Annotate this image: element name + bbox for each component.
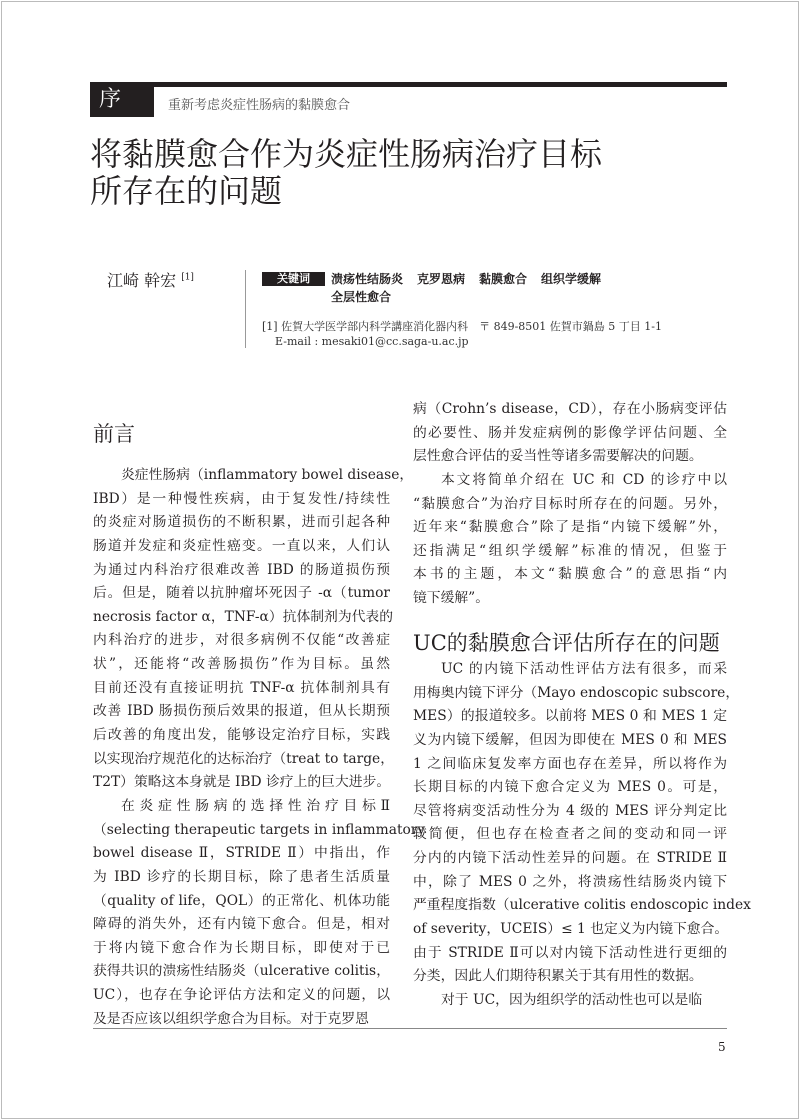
- text-line: 为通过内科治疗很难改善 IBD 的肠道损伤预: [93, 561, 390, 578]
- text-line: UC 的内镜下活动性评估方法有很多，而采: [441, 661, 727, 677]
- text-line: 病（Crohn’s disease，CD），存在小肠病变评估: [413, 401, 727, 417]
- text-line: 为 IBD 诊疗的长期目标，除了患者生活质量: [93, 868, 390, 885]
- text-line: 用梅奥内镜下评分（Mayo endoscopic subscore，: [413, 684, 740, 701]
- text-line: 尽管将病变活动性分为 4 级的 MES 评分判定比: [413, 802, 727, 819]
- footer-rule: [93, 1028, 727, 1029]
- text-line: 以实现治疗规范化的达标治疗（treat to targe，: [93, 750, 395, 767]
- text-line: 对于 UC，因为组织学的活动性也可以是临: [441, 991, 703, 1008]
- text-line: 肠道并发症和炎症性癌变。一直以来，人们认: [93, 537, 390, 554]
- text-line: 的炎症对肠道损伤的不断积累，进而引起各种: [93, 514, 390, 531]
- keyword: 全层性愈合: [331, 290, 392, 304]
- affiliation: [262, 319, 662, 349]
- text-line: 后改善的角度出发，能够设定治疗目标，实践: [93, 727, 390, 744]
- text-line: 镜下缓解”。: [413, 590, 490, 607]
- section-mark: 序: [90, 82, 154, 117]
- keywords-list: [331, 270, 721, 306]
- author-name: 江崎 幹宏: [107, 271, 177, 290]
- text-line: 近年来“黏膜愈合”除了是指“内镜下缓解”外，: [413, 519, 727, 536]
- right-column-bottom: [413, 658, 751, 1013]
- keyword: 溃疡性结肠炎: [331, 272, 404, 286]
- article-title: [90, 136, 602, 210]
- text-line: bowel disease Ⅱ，STRIDE Ⅱ）中指出，作: [93, 845, 390, 862]
- text-line: 在炎症性肠病的选择性治疗目标Ⅱ: [121, 797, 390, 814]
- text-line: 1 之间临床复发率方面也存在差异，所以将作为: [413, 755, 727, 772]
- text-line: （selecting therapeutic targets in inflammatory: [93, 821, 426, 838]
- text-line: 获得共识的溃疡性结肠炎（ulcerative colitis，: [93, 963, 390, 980]
- text-line: 目前还没有直接证明抗 TNF-α 抗体制剂具有: [93, 679, 390, 696]
- left-column: [93, 464, 426, 1031]
- text-line: 障碍的消失外，还有内镜下愈合。但是，相对: [93, 916, 390, 933]
- text-line: 中，除了 MES 0 之外，将溃疡性结肠炎内镜下: [413, 873, 727, 890]
- text-line: 内科治疗的进步，对很多病例不仅能“改善症: [93, 632, 390, 649]
- text-line: 本文将简单介绍在 UC 和 CD 的诊疗中以: [441, 471, 727, 488]
- text-line: MES）的报道较多。以前将 MES 0 和 MES 1 定: [413, 708, 727, 725]
- text-line: 义为内镜下缓解，但因为即使在 MES 0 和 MES: [413, 731, 727, 748]
- text-line: 本书的主题，本文“黏膜愈合”的意思指“内: [413, 566, 727, 583]
- text-line: 的必要性、肠并发症病例的影像学评估问题、全: [413, 424, 727, 441]
- text-line: 及是否应该以组织学愈合为目标。对于克罗恩: [93, 1010, 369, 1027]
- affiliation-email: E-mail : mesaki01@cc.saga-u.ac.jp: [275, 335, 469, 348]
- text-line: 后。但是，随着以抗肿瘤坏死因子 -α（tumor: [93, 585, 390, 602]
- text-line: 改善 IBD 肠损伤预后效果的报道，但从长期预: [93, 703, 390, 720]
- affiliation-address: [1] 佐賀大学医学部内科学講座消化器内科 〒 849-8501 佐賀市鍋島 5 丁目 1-1: [262, 320, 662, 333]
- section-heading-intro: 前言: [93, 422, 135, 446]
- text-line: T2T）策略这本身就是 IBD 诊疗上的巨大进步。: [93, 774, 391, 791]
- text-line: of severity，UCEIS）≤ 1 也定义为内镜下愈合。: [413, 921, 729, 938]
- text-line: 于将内镜下愈合作为长期目标，即使对于已: [93, 939, 390, 956]
- section-heading-uc: UC的黏膜愈合评估所存在的问题: [413, 631, 720, 655]
- keywords-label: 关键词: [262, 272, 325, 286]
- author-ref: [1]: [181, 272, 194, 283]
- text-line: IBD）是一种慢性疾病，由于复发性/持续性: [93, 490, 390, 507]
- text-line: 分内的内镜下活动性差异的问题。在 STRIDE Ⅱ: [413, 850, 727, 867]
- author: [107, 268, 194, 291]
- running-subtitle: 重新考虑炎症性肠病的黏膜愈合: [168, 98, 351, 113]
- page-number: 5: [718, 1040, 726, 1054]
- text-line: 较简便，但也存在检查者之间的变动和同一评: [413, 826, 727, 843]
- keyword: 黏膜愈合: [479, 272, 528, 286]
- text-line: “黏膜愈合”为治疗目标时所存在的问题。另外，: [413, 495, 727, 512]
- text-line: 层性愈合评估的妥当性等诸多需要解决的问题。: [413, 448, 703, 465]
- text-line: （quality of life，QOL）的正常化、机体功能: [93, 892, 390, 909]
- text-line: 状”，还能将“改善肠损伤”作为目标。虽然: [93, 656, 390, 673]
- right-column-top: [413, 398, 727, 611]
- text-line: 长期目标的内镜下愈合定义为 MES 0。可是，: [413, 779, 727, 796]
- text-line: 分类，因此人们期待积累关于其有用性的数据。: [413, 968, 703, 985]
- text-line: 还指满足“组织学缓解”标准的情况，但鉴于: [413, 542, 727, 559]
- keyword: 克罗恩病: [417, 272, 466, 286]
- title-line: 将黏膜愈合作为炎症性肠病治疗目标: [90, 135, 603, 173]
- divider: [245, 270, 246, 348]
- text-line: UC），也存在争论评估方法和定义的问题，以: [93, 987, 390, 1004]
- keyword: 组织学缓解: [541, 272, 602, 286]
- title-line: 所存在的问题: [90, 172, 283, 210]
- text-line: 炎症性肠病（inflammatory bowel disease，: [121, 467, 414, 483]
- header-rule: [90, 82, 727, 87]
- text-line: necrosis factor α，TNF-α）抗体制剂为代表的: [93, 608, 394, 625]
- text-line: 由于 STRIDE Ⅱ可以对内镜下活动性进行更细的: [413, 944, 727, 961]
- text-line: 严重程度指数（ulcerative colitis endoscopic index: [413, 897, 751, 914]
